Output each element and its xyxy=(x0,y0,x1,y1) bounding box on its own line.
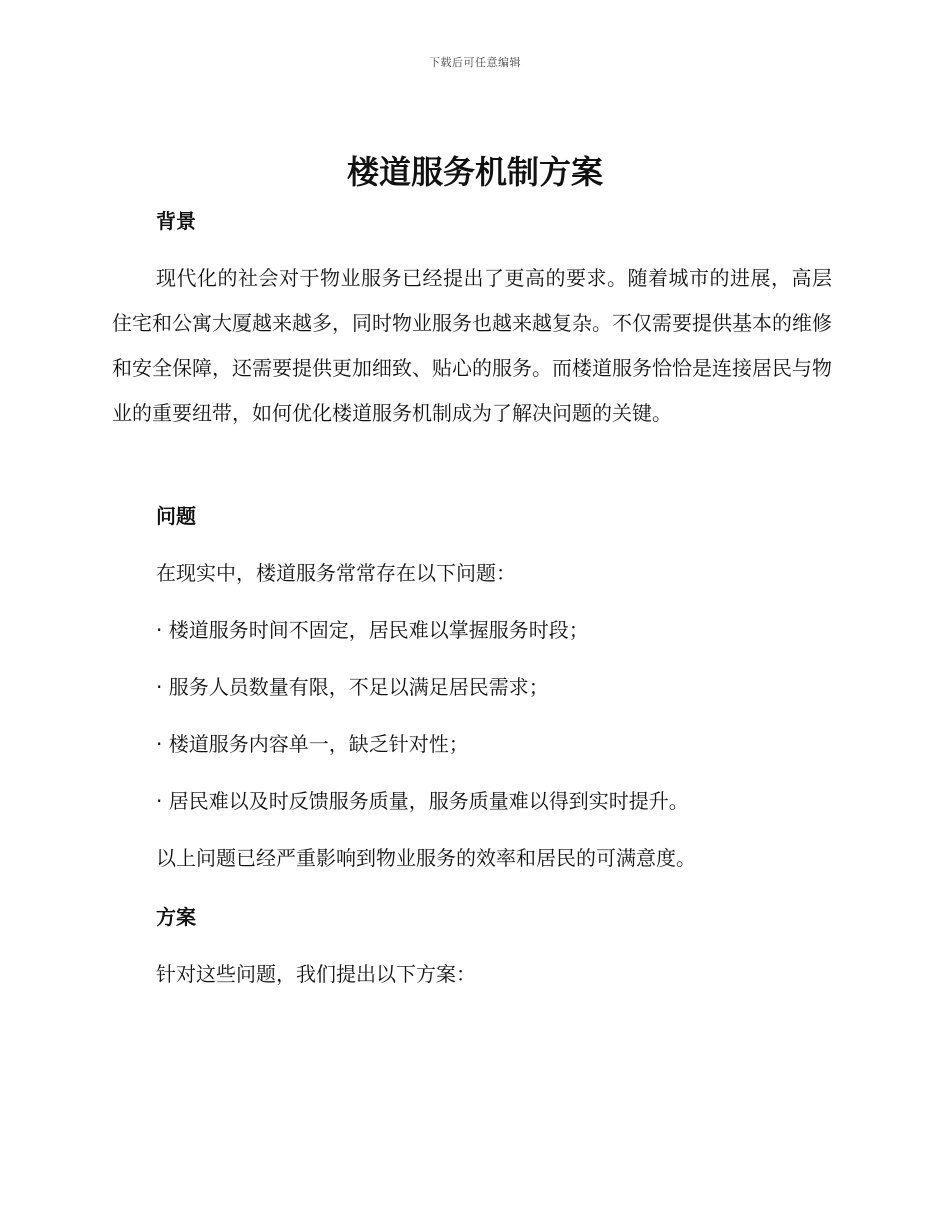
section-heading-background: 背景 xyxy=(156,209,196,233)
section-heading-problems: 问题 xyxy=(156,504,196,528)
problem-list-item: · 居民难以及时反馈服务质量，服务质量难以得到实时提升。 xyxy=(156,789,689,813)
problem-list-item: · 楼道服务时间不固定，居民难以掌握服务时段； xyxy=(156,618,589,642)
document-title: 楼道服务机制方案 xyxy=(346,153,603,191)
header-note: 下载后可任意编辑 xyxy=(429,56,521,69)
problems-intro: 在现实中，楼道服务常常存在以下问题： xyxy=(156,561,516,585)
solution-intro: 针对这些问题，我们提出以下方案： xyxy=(156,962,476,986)
problem-list-item: · 服务人员数量有限，不足以满足居民需求； xyxy=(156,675,549,699)
section-heading-solution: 方案 xyxy=(156,905,196,929)
background-paragraph: 现代化的社会对于物业服务已经提出了更高的要求。随着城市的进展，高层住宅和公寓大厦越来越多，同时物业服务也越来越复杂。不仅需要提供基本的维修和安全保障，还需要提供更加细致、贴心的服务。而楼道服务恰恰是连接居民与物业的重要纽带，如何优化楼道服务机制成为了解决问题的关键。 xyxy=(112,266,832,425)
problems-conclusion: 以上问题已经严重影响到物业服务的效率和居民的可满意度。 xyxy=(156,846,696,870)
problem-list-item: · 楼道服务内容单一，缺乏针对性； xyxy=(156,732,469,756)
